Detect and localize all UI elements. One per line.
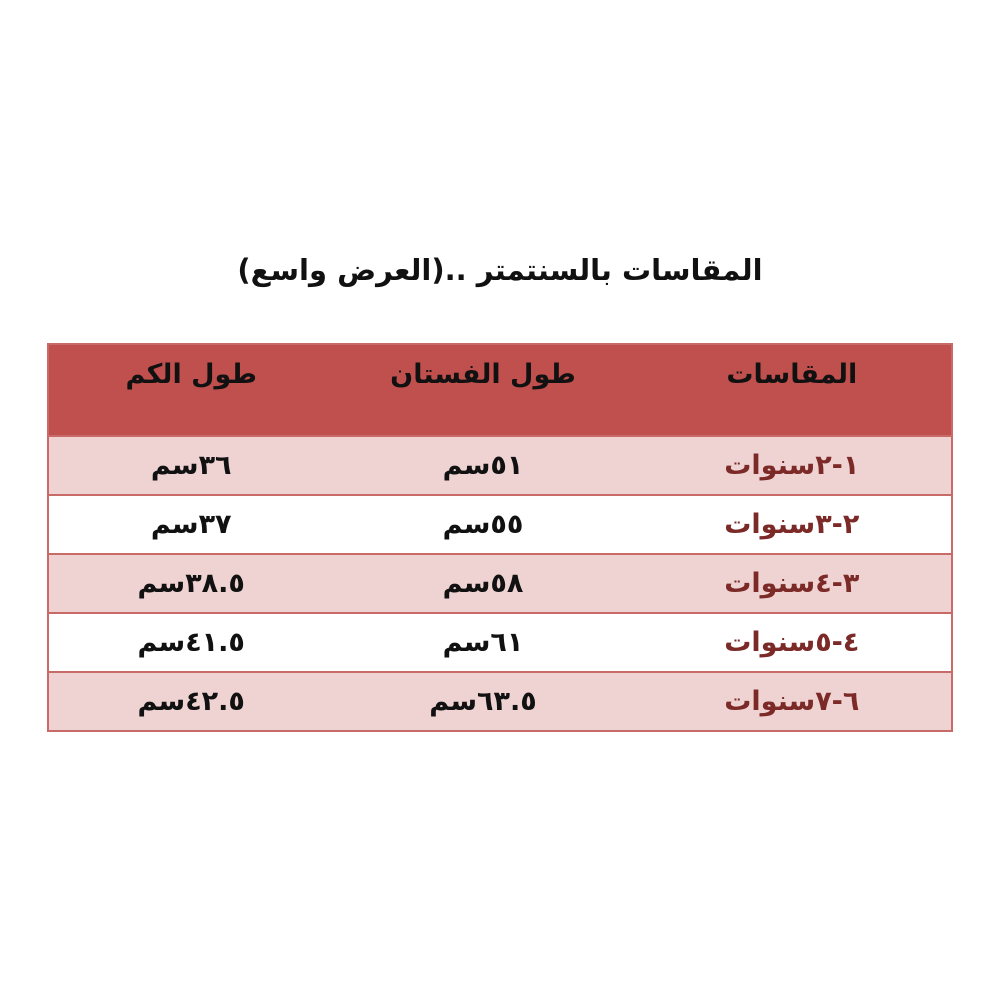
dress-length-cell: ٦١سم <box>333 613 632 672</box>
header-sleeve-length: طول الكم <box>48 344 333 436</box>
dress-length-cell: ٦٣.٥سم <box>333 672 632 731</box>
table-row <box>48 436 952 495</box>
page-title: المقاسات بالسنتمتر ..(العرض واسع) <box>237 253 763 287</box>
table-row <box>48 495 952 554</box>
sleeve-length-cell: ٣٦سم <box>48 436 333 495</box>
dress-length-cell: ٥٥سم <box>333 495 632 554</box>
dress-length-cell: ٥٨سم <box>333 554 632 613</box>
sleeve-length-cell: ٤١.٥سم <box>48 613 333 672</box>
sleeve-length-cell: ٣٧سم <box>48 495 333 554</box>
size-cell: ٦-٧سنوات <box>633 672 952 731</box>
table-row <box>48 554 952 613</box>
dress-length-cell: ٥١سم <box>333 436 632 495</box>
header-sizes: المقاسات <box>633 344 952 436</box>
size-chart-table <box>47 343 953 732</box>
size-cell: ٣-٤سنوات <box>633 554 952 613</box>
table-row <box>48 613 952 672</box>
size-cell: ١-٢سنوات <box>633 436 952 495</box>
size-cell: ٤-٥سنوات <box>633 613 952 672</box>
sleeve-length-cell: ٣٨.٥سم <box>48 554 333 613</box>
size-cell: ٢-٣سنوات <box>633 495 952 554</box>
table-row <box>48 672 952 731</box>
header-dress-length: طول الفستان <box>333 344 632 436</box>
sleeve-length-cell: ٤٢.٥سم <box>48 672 333 731</box>
table-header-row <box>48 344 952 436</box>
